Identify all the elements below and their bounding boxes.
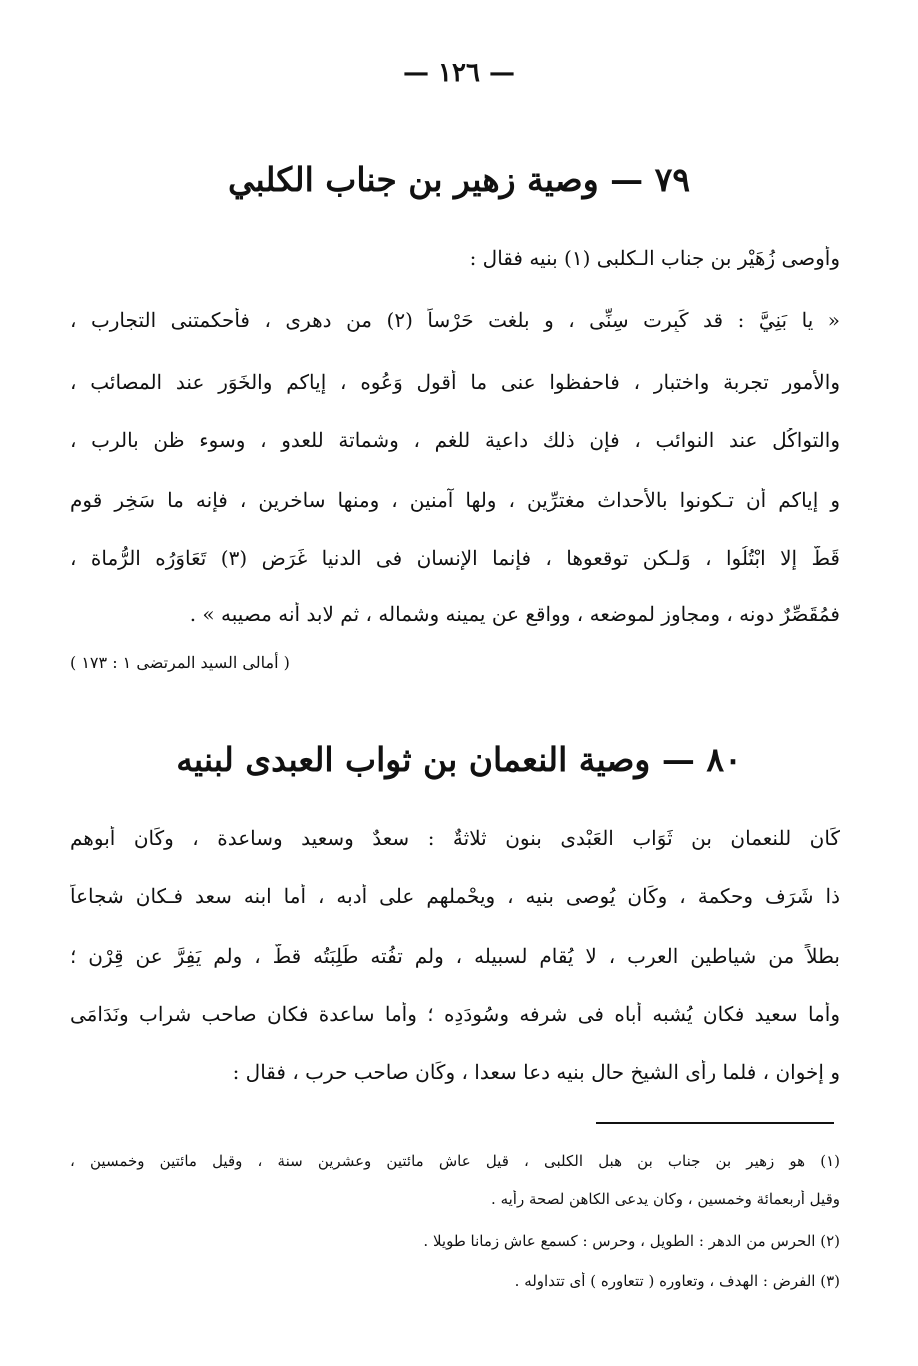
section-80-line: وأما سعيد فكان يُشبه أباه فى شرفه وسُودَدِه ؛ وأما ساعدة فكان صاحب شراب ونَدَامَى xyxy=(70,1002,840,1026)
section-79-intro: وأوصى زُهَيْر بن جناب الـكلبى (١) بنيه فقال : xyxy=(469,246,840,270)
section-79-line: قَطُّ إلا ابْتُلُوا ، وَلـكن توقعوها ، فإنما الإنسان فى الدنيا غَرَض (٣) تَعَاوَرُه الرُّماة ، xyxy=(70,546,840,570)
section-80-line: بطلاً من شياطين العرب ، لا يُقام لسبيله ، ولم تفُته طَلِبَتُه قطُّ ، ولم يَفِرَّ عن قِرْن ؛ xyxy=(70,944,840,968)
page-number: — ١٢٦ — xyxy=(402,58,516,88)
footnote-divider xyxy=(596,1122,834,1124)
section-79-line: والأمور تجربة واختبار ، فاحفظوا عنى ما أقول وَعُوه ، إياكم والخَوَر عند المصائب ، xyxy=(70,370,840,394)
section-80-title: ٨٠ — وصية النعمان بن ثواب العبدى لبنيه xyxy=(176,740,742,779)
section-79-line: والتواكُل عند النوائب ، فإن ذلك داعية للغم ، وشماتة للعدو ، وسوء ظن بالرب ، xyxy=(70,428,840,452)
section-79-line: « يا بَنِيَّ : قد كَبِرت سِنِّى ، و بلغت حَرْساً (٢) من دهرى ، فأحكمتنى التجارب ، xyxy=(70,308,840,332)
section-79-title: ٧٩ — وصية زهير بن جناب الكلبي xyxy=(227,160,691,199)
section-79-line: و إياكم أن تـكونوا بالأحداث مغترِّين ، ولها آمنين ، ومنها ساخرين ، فإنه ما سَخِر قوم xyxy=(70,488,840,512)
section-80-line: و إخوان ، فلما رأى الشيخ حال بنيه دعا سعدا ، وكَان صاحب حرب ، فقال : xyxy=(232,1060,840,1084)
footnote-3: (٣) الفرض : الهدف ، وتعاوره ( تتعاوره ) أى تتداوله . xyxy=(514,1272,840,1290)
section-79-line: فمُقَصِّرٌ دونه ، ومجاوز لموضعه ، وواقع عن يمينه وشماله ، ثم لابد أنه مصيبه » . xyxy=(189,602,840,626)
source-citation: ( أمالى السيد المرتضى ١ : ١٧٣ ) xyxy=(70,653,290,672)
footnote-1-continued: وقيل أربعمائة وخمسين ، وكان يدعى الكاهن لصحة رأيه . xyxy=(491,1190,840,1208)
section-80-line: كَان للنعمان بن ثَوَاب العَبْدى بنون ثلاثةٌ : سعدٌ وسعيد وساعدة ، وكَان أبوهم xyxy=(70,826,840,850)
section-80-line: ذا شَرَف وحكمة ، وكَان يُوصى بنيه ، ويحْملهم على أدبه ، أما ابنه سعد فـكان شجاعاً xyxy=(70,884,840,908)
footnote-1: (١) هو زهير بن جناب بن هبل الكلبى ، قيل عاش مائتين وعشرين سنة ، وقيل مائتين وخمسين ، xyxy=(70,1152,840,1170)
footnote-2: (٢) الحرس من الدهر : الطويل ، وحرس : كسمع عاش زمانا طويلا . xyxy=(423,1232,840,1250)
